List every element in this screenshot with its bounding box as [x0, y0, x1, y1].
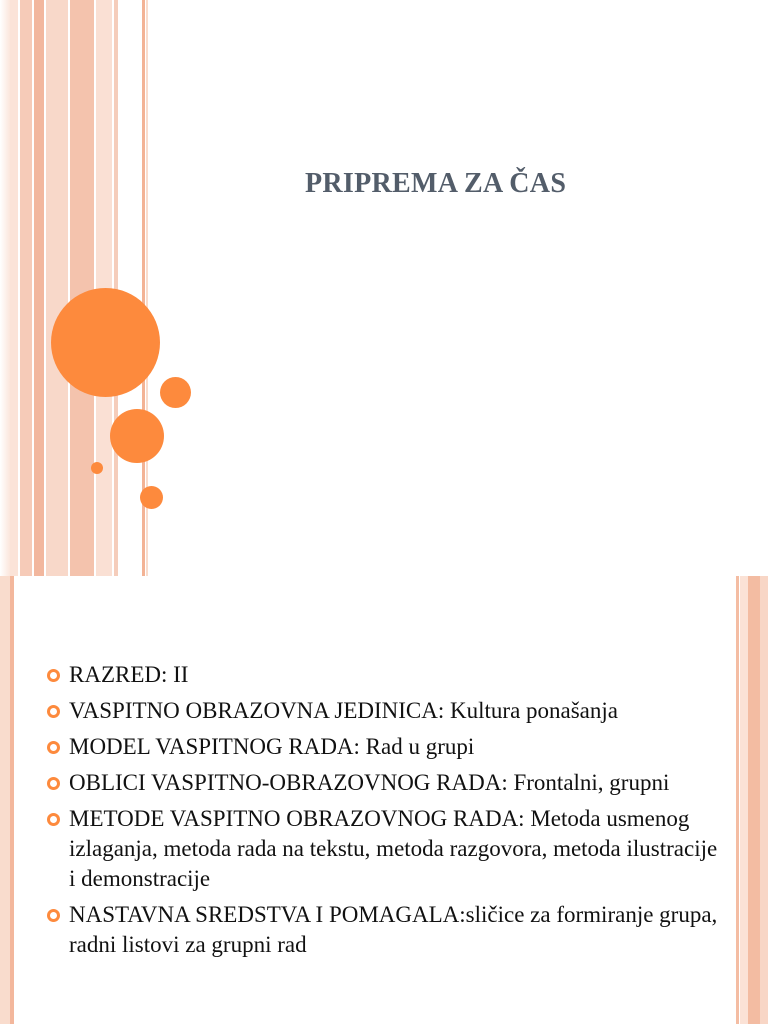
bullet-list	[46, 660, 726, 966]
list-item	[46, 900, 726, 960]
list-item-text: RAZRED: II	[69, 662, 189, 687]
decor-stripe	[46, 0, 68, 576]
decor-stripe	[10, 576, 14, 1024]
decor-stripe	[748, 576, 760, 1024]
slide-title: PRIPREMA ZA ČAS	[305, 168, 567, 199]
decor-stripe	[740, 576, 748, 1024]
ring-bullet-icon	[47, 909, 60, 922]
list-item-text: OBLICI VASPITNO-OBRAZOVNOG RADA: Frontalni, grupni	[69, 770, 670, 795]
list-item	[46, 696, 726, 726]
decor-stripe	[760, 576, 768, 1024]
list-item-text: VASPITNO OBRAZOVNA JEDINICA: Kultura ponašanja	[69, 698, 618, 723]
decor-stripe	[70, 0, 94, 576]
decor-circle-small	[140, 486, 163, 509]
list-item-text: NASTAVNA SREDSTVA I POMAGALA:sličice za formiranje grupa, radni listovi za grupni rad	[69, 902, 718, 957]
list-item	[46, 804, 726, 894]
stripe-fade	[0, 0, 10, 576]
decor-stripe	[736, 576, 739, 1024]
list-item	[46, 768, 726, 798]
ring-bullet-icon	[47, 705, 60, 718]
list-item-text: METODE VASPITNO OBRAZOVNOG RADA: Metoda usmenog izlaganja, metoda rada na tekstu, metoda razgovora, metoda ilustracije i demonstracije	[69, 806, 718, 891]
decor-stripe	[0, 576, 10, 1024]
decor-circle-tiny	[91, 462, 103, 474]
decor-circle-large	[51, 288, 160, 397]
decor-stripe	[20, 0, 32, 576]
content-slide	[0, 576, 768, 1024]
decor-stripe	[34, 0, 44, 576]
list-item-text: MODEL VASPITNOG RADA: Rad u grupi	[69, 734, 475, 759]
list-item	[46, 660, 726, 690]
list-item	[46, 732, 726, 762]
ring-bullet-icon	[47, 813, 60, 826]
decor-circle-small	[160, 377, 191, 408]
decor-circle-medium	[110, 409, 164, 463]
ring-bullet-icon	[47, 777, 60, 790]
ring-bullet-icon	[47, 741, 60, 754]
ring-bullet-icon	[47, 669, 60, 682]
decor-stripe	[10, 0, 18, 576]
